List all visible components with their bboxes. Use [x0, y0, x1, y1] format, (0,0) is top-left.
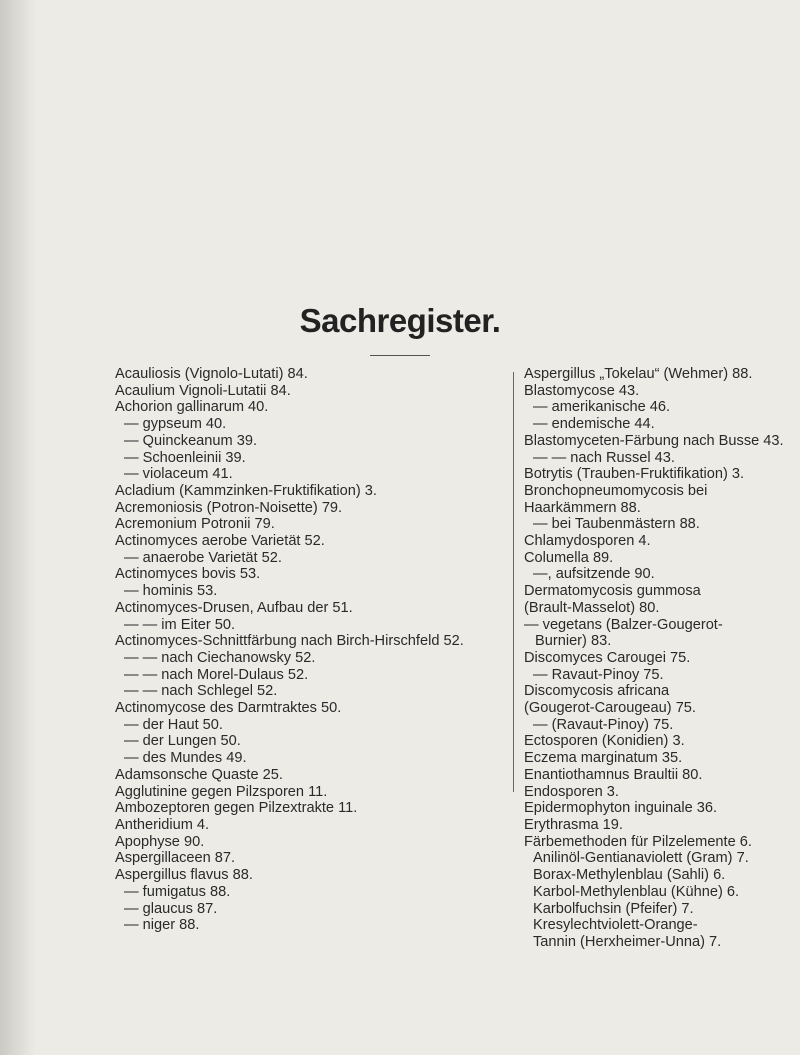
index-entry: Karbolfuchsin (Pfeifer) 7.	[533, 900, 694, 917]
index-entry: — — nach Schlegel 52.	[124, 683, 278, 700]
index-entry: — amerikanische 46.	[533, 399, 671, 416]
index-entry: Antheridium 4.	[115, 816, 210, 833]
index-entry: Blastomyceten-Färbung nach Busse 43.	[524, 432, 784, 449]
index-entry: — vegetans (Balzer-Gougerot-Burnier) 83.	[524, 616, 723, 650]
index-entry: Aspergillaceen 87.	[115, 850, 236, 867]
index-entry: Adamsonsche Quaste 25.	[115, 766, 283, 783]
left-index-column	[115, 366, 511, 934]
index-entry: Acremonium Potronii 79.	[115, 516, 275, 533]
page-edge-shadow	[0, 0, 36, 1055]
index-entry: Actinomyces aerobe Varietät 52.	[115, 533, 325, 550]
index-entry: Ectosporen (Konidien) 3.	[524, 733, 685, 750]
index-entry: Ambozeptoren gegen Pilzextrakte 11.	[115, 800, 358, 817]
title-underline	[370, 355, 430, 356]
index-entry: Discomyces Carougei 75.	[524, 649, 691, 666]
index-entry: — Quinckeanum 39.	[124, 432, 258, 449]
index-entry: Epidermophyton inguinale 36.	[524, 800, 718, 817]
index-entry: — violaceum 41.	[124, 466, 233, 483]
index-entry: — endemische 44.	[533, 416, 655, 433]
index-entry: —, aufsitzende 90.	[533, 566, 655, 583]
index-entry: Anilinöl-Gentianaviolett (Gram) 7.	[533, 850, 749, 867]
index-entry: — glaucus 87.	[124, 900, 218, 917]
index-entry: Columella 89.	[524, 549, 614, 566]
index-entry: Enantiothamnus Braultii 80.	[524, 766, 703, 783]
index-entry: Acaulium Vignoli-Lutatii 84.	[115, 382, 291, 399]
index-entry: Achorion gallinarum 40.	[115, 399, 269, 416]
index-entry: Dermatomycosis gummosa (Brault-Masselot) 80.	[524, 583, 701, 616]
index-entry: — des Mundes 49.	[124, 750, 247, 767]
index-entry: Actinomyces-Drusen, Aufbau der 51.	[115, 599, 353, 616]
index-entry: — fumigatus 88.	[124, 883, 231, 900]
index-entry: Actinomyces-Schnittfärbung nach Birch-Hirschfeld 52.	[115, 633, 464, 650]
index-entry: Chlamydosporen 4.	[524, 533, 651, 550]
index-entry: Borax-Methylenblau (Sahli) 6.	[533, 867, 726, 884]
index-entry: — anaerobe Varietät 52.	[124, 549, 282, 566]
index-entry: — bei Taubenmästern 88.	[533, 516, 700, 533]
index-entry: — der Lungen 50.	[124, 733, 241, 750]
index-entry: — hominis 53.	[124, 583, 218, 600]
index-entry: Apophyse 90.	[115, 833, 205, 850]
page-title: Sachregister.	[299, 302, 501, 339]
index-entry: — Ravaut-Pinoy 75.	[533, 666, 664, 683]
column-divider	[513, 372, 514, 792]
index-entry: Bronchopneumomycosis bei Haarkämmern 88.	[524, 482, 708, 516]
index-entry: — — nach Russel 43.	[533, 449, 675, 466]
index-entry: Karbol-Methylenblau (Kühne) 6.	[533, 883, 740, 900]
index-entry: Blastomycose 43.	[524, 382, 640, 399]
index-entry: Acladium (Kammzinken-Fruktifikation) 3.	[115, 482, 377, 499]
index-entry: Agglutinine gegen Pilzsporen 11.	[115, 783, 328, 800]
index-entry: Aspergillus „Tokelau“ (Wehmer) 88.	[524, 366, 753, 382]
index-entry: Actinomycose des Darmtraktes 50.	[115, 700, 342, 717]
index-entry: Discomycosis africana (Gougerot-Carougeau) 75.	[524, 683, 696, 717]
index-entry: Acauliosis (Vignolo-Lutati) 84.	[115, 366, 308, 382]
index-entry: — — nach Ciechanowsky 52.	[124, 649, 316, 666]
index-entry: Färbemethoden für Pilzelemente 6.	[524, 833, 752, 850]
right-index-column	[524, 366, 784, 951]
index-entry: Kresylechtviolett-Orange-Tannin (Herxheimer-Unna) 7.	[533, 917, 722, 950]
index-entry: Endosporen 3.	[524, 783, 619, 800]
index-entry: Actinomyces bovis 53.	[115, 566, 261, 583]
index-entry: Acremoniosis (Potron-Noisette) 79.	[115, 499, 343, 516]
index-entry: — — im Eiter 50.	[124, 616, 236, 633]
index-entry: — der Haut 50.	[124, 716, 223, 733]
index-entry: — (Ravaut-Pinoy) 75.	[533, 716, 674, 733]
index-entry: — — nach Morel-Dulaus 52.	[124, 666, 309, 683]
index-entry: — gypseum 40.	[124, 416, 227, 433]
index-entry: — Schoenleinii 39.	[124, 449, 246, 466]
index-entry: Eczema marginatum 35.	[524, 750, 683, 767]
index-entry: Botrytis (Trauben-Fruktifikation) 3.	[524, 466, 745, 483]
index-entry: Aspergillus flavus 88.	[115, 867, 253, 884]
index-entry: Erythrasma 19.	[524, 816, 623, 833]
index-entry: — niger 88.	[124, 917, 200, 934]
